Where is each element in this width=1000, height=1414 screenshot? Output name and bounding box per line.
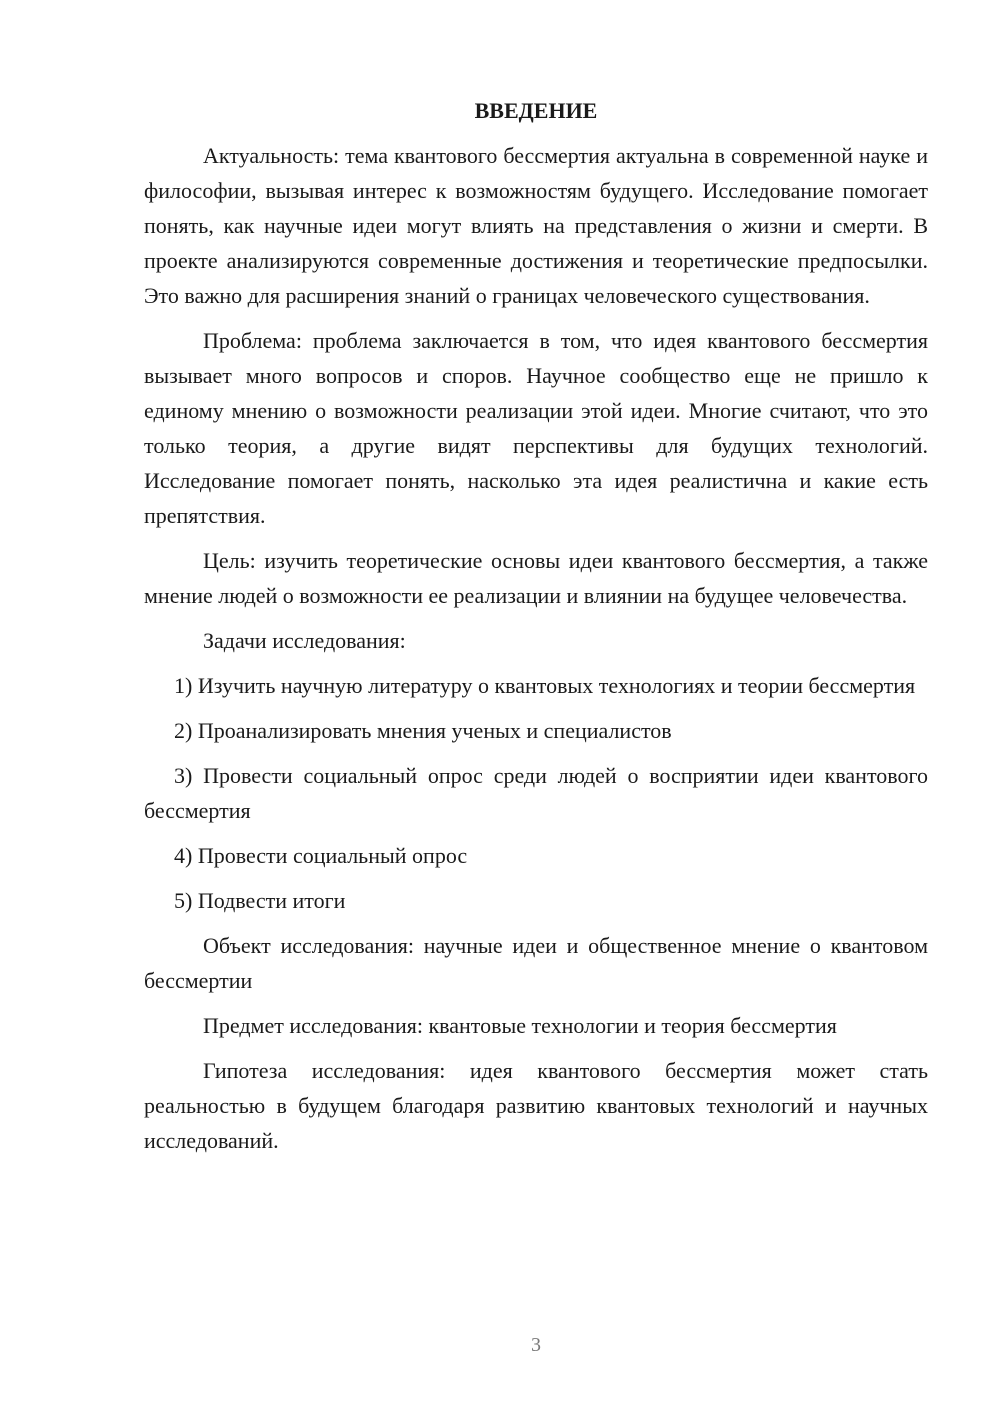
paragraph-tasks-heading: Задачи исследования: xyxy=(203,628,406,653)
page-number: 3 xyxy=(531,1334,541,1356)
task-item-3: 3) Провести социальный опрос среди людей о восприятии идеи квантового бессмертия xyxy=(144,763,928,823)
paragraph-relevance: Актуальность: тема квантового бессмертия актуальна в современной науке и философии, вызывая интерес к возможностям будущего. Исследование помогает понять, как научные идеи могут влиять на представления о жизни и смерти. В проекте анализируются современные достижения и теоретические предпосылки. Это важно для расширения знаний о границах человеческого существования. xyxy=(144,143,928,308)
task-item-4: 4) Провести социальный опрос xyxy=(174,843,468,868)
task-item-1: 1) Изучить научную литературу о квантовых технологиях и теории бессмертия xyxy=(174,673,916,698)
paragraph-object: Объект исследования: научные идеи и общественное мнение о квантовом бессмертии xyxy=(144,933,928,993)
paragraph-subject: Предмет исследования: квантовые технологии и теория бессмертия xyxy=(203,1013,837,1038)
page-title: ВВЕДЕНИЕ xyxy=(474,98,598,123)
page-content xyxy=(144,96,928,1168)
task-item-2: 2) Проанализировать мнения ученых и специалистов xyxy=(174,718,672,743)
paragraph-hypothesis: Гипотеза исследования: идея квантового бессмертия может стать реальностью в будущем благодаря развитию квантовых технологий и научных исследований. xyxy=(144,1058,928,1153)
task-item-5: 5) Подвести итоги xyxy=(174,888,346,913)
paragraph-problem: Проблема: проблема заключается в том, что идея квантового бессмертия вызывает много вопросов и споров. Научное сообщество еще не пришло к единому мнению о возможности реализации этой идеи. Многие считают, что это только теория, а другие видят перспективы для будущих технологий. Исследование помогает понять, насколько эта идея реалистична и какие есть препятствия. xyxy=(144,328,928,528)
paragraph-goal: Цель: изучить теоретические основы идеи квантового бессмертия, а также мнение людей о возможности ее реализации и влиянии на будущее человечества. xyxy=(144,548,928,608)
